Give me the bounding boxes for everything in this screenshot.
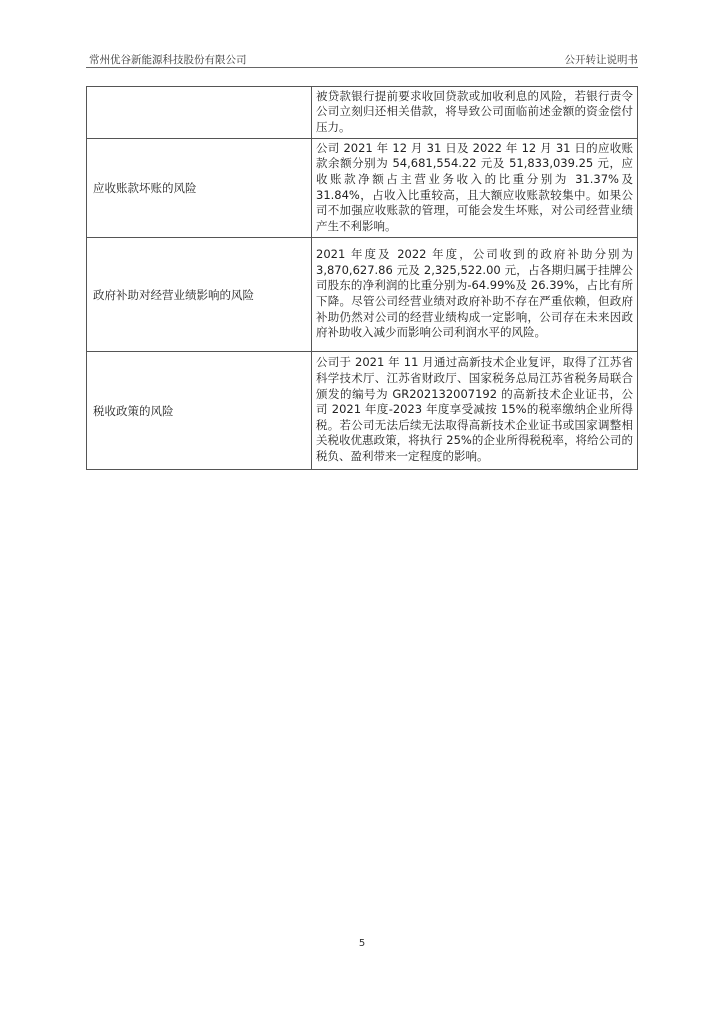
risk-name-cell: 税收政策的风险 <box>87 352 312 470</box>
risk-description-cell: 被贷款银行提前要求收回贷款或加收利息的风险，若银行责令公司立刻归还相关借款，将导致公司面临前述金额的资金偿付压力。 <box>312 87 638 139</box>
risk-name-cell: 应收账款坏账的风险 <box>87 139 312 238</box>
header-company-name: 常州优谷新能源科技股份有限公司 <box>89 54 247 66</box>
risk-name-cell: 政府补助对经营业绩影响的风险 <box>87 238 312 352</box>
risk-description-cell: 2021 年度及 2022 年度，公司收到的政府补助分别为 3,870,627.86 元及 2,325,522.00 元，占各期归属于挂牌公司股东的净利润的比重分别为-64.99%及 26.39%，占比有所下降。尽管公司经营业绩对政府补助不存在严重依赖，但政府补助仍然对公司的经营业绩构成一定影响，公司存在未来因政府补助收入减少而影响公司利润水平的风险。 <box>312 238 638 352</box>
table-row <box>87 139 638 238</box>
table-row <box>87 238 638 352</box>
header-divider <box>86 67 638 68</box>
risk-description-cell: 公司于 2021 年 11 月通过高新技术企业复评，取得了江苏省科学技术厅、江苏省财政厅、国家税务总局江苏省税务局联合颁发的编号为 GR202132007192 的高新技术企业证书，公司 2021 年度-2023 年度享受减按 15%的税率缴纳企业所得税。若公司无法后续无法取得高新技术企业证书或国家调整相关税收优惠政策，将执行 25%的企业所得税税率，将给公司的税负、盈利带来一定程度的影响。 <box>312 352 638 470</box>
risk-table <box>86 86 638 470</box>
table-row <box>87 352 638 470</box>
table-row <box>87 87 638 139</box>
risk-description-cell: 公司 2021 年 12 月 31 日及 2022 年 12 月 31 日的应收账款余额分别为 54,681,554.22 元及 51,833,039.25 元，应收账款净额占主营业务收入的比重分别为 31.37%及 31.84%，占收入比重较高，且大额应收账款较集中。如果公司不加强应收账款的管理，可能会发生坏账，对公司经营业绩产生不利影响。 <box>312 139 638 238</box>
risk-name-cell <box>87 87 312 139</box>
page-number: 5 <box>358 938 366 949</box>
header-document-title: 公开转让说明书 <box>564 54 638 66</box>
